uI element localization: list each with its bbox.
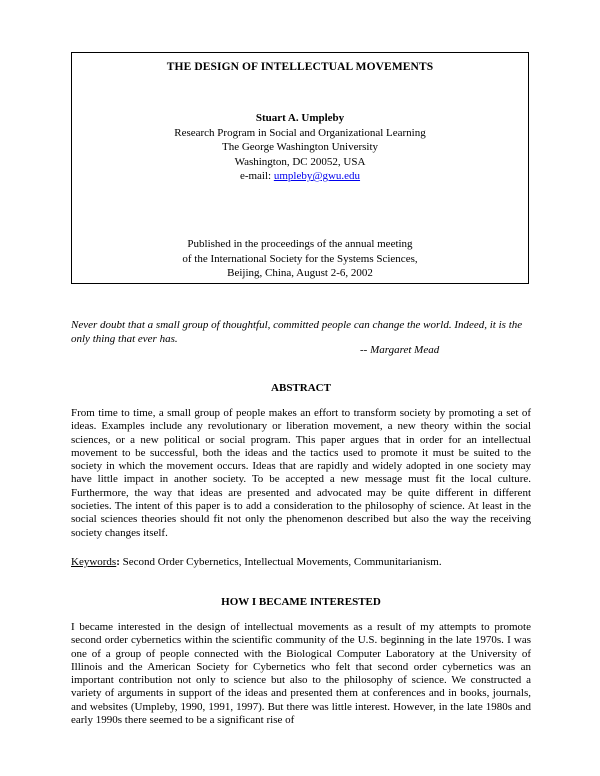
keywords-text: Second Order Cybernetics, Intellectual Movements, Communitarianism.	[122, 556, 442, 568]
email-link[interactable]: umpleby@gwu.edu	[273, 170, 361, 182]
publication-note	[72, 237, 528, 281]
publication-line-3: Beijing, China, August 2-6, 2002	[227, 267, 373, 279]
abstract-heading: ABSTRACT	[271, 382, 331, 394]
epigraph-quote: Never doubt that a small group of thoughtful, committed people can change the world. Indeed, it is the only thing that ever has.	[71, 319, 523, 345]
publication-line-1: Published in the proceedings of the annual meeting	[187, 238, 413, 250]
title-box	[71, 52, 529, 284]
author-affiliation: Research Program in Social and Organizational Learning	[174, 126, 426, 139]
author-email-line	[72, 169, 528, 184]
email-label: e-mail:	[239, 170, 274, 182]
publication-line-2: of the International Society for the Systems Sciences,	[182, 252, 418, 265]
keywords-separator: :	[116, 556, 123, 568]
author-name: Stuart A. Umpleby	[255, 112, 345, 124]
abstract-text: From time to time, a small group of people makes an effort to transform society by promoting a set of ideas. Examples include any revolutionary or liberation movement, a new theory within the social sciences, or a new political or social program. This paper argues that in order for an intellectual movement to be successful, both the ideas and the tactics used to promote it must be suited to the society in which the movement occurs. Ideas that are rapidly and widely adopted in one society may have little impact in another society. To be accepted a new message must fit the local culture. Furthermore, the way that ideas are presented and advocated may be quite different in different societies. The intent of this paper is to add a consideration to the philosophy of science. At least in the social sciences theories should fit not only the phenomenon described but also the way the receiving society changes itself.	[71, 407, 531, 539]
author-university: The George Washington University	[221, 141, 379, 153]
author-block	[72, 111, 528, 184]
keywords-line	[71, 556, 442, 568]
paper-title: THE DESIGN OF INTELLECTUAL MOVEMENTS	[166, 61, 434, 73]
section-heading: HOW I BECAME INTERESTED	[221, 596, 381, 608]
author-location: Washington, DC 20052, USA	[234, 155, 366, 168]
section-text: I became interested in the design of intellectual movements as a result of my attempts to promote second order cybernetics within the scientific community of the U.S. beginning in the late 1970s. I was one of a group of people connected with the Biological Computer Laboratory at the University of Illinois and the American Society for Cybernetics who felt that second order cybernetics was an important contribution not only to science but also to the philosophy of science. We constructed a variety of arguments in support of the ideas and presented them at conferences and in books, journals, and websites (Umpleby, 1990, 1991, 1997). But there was little interest. However, in the late 1980s and early 1990s there seemed to be a significant rise of	[71, 621, 531, 727]
epigraph-attribution: -- Margaret Mead	[360, 344, 440, 356]
keywords-label: Keywords	[71, 556, 117, 568]
